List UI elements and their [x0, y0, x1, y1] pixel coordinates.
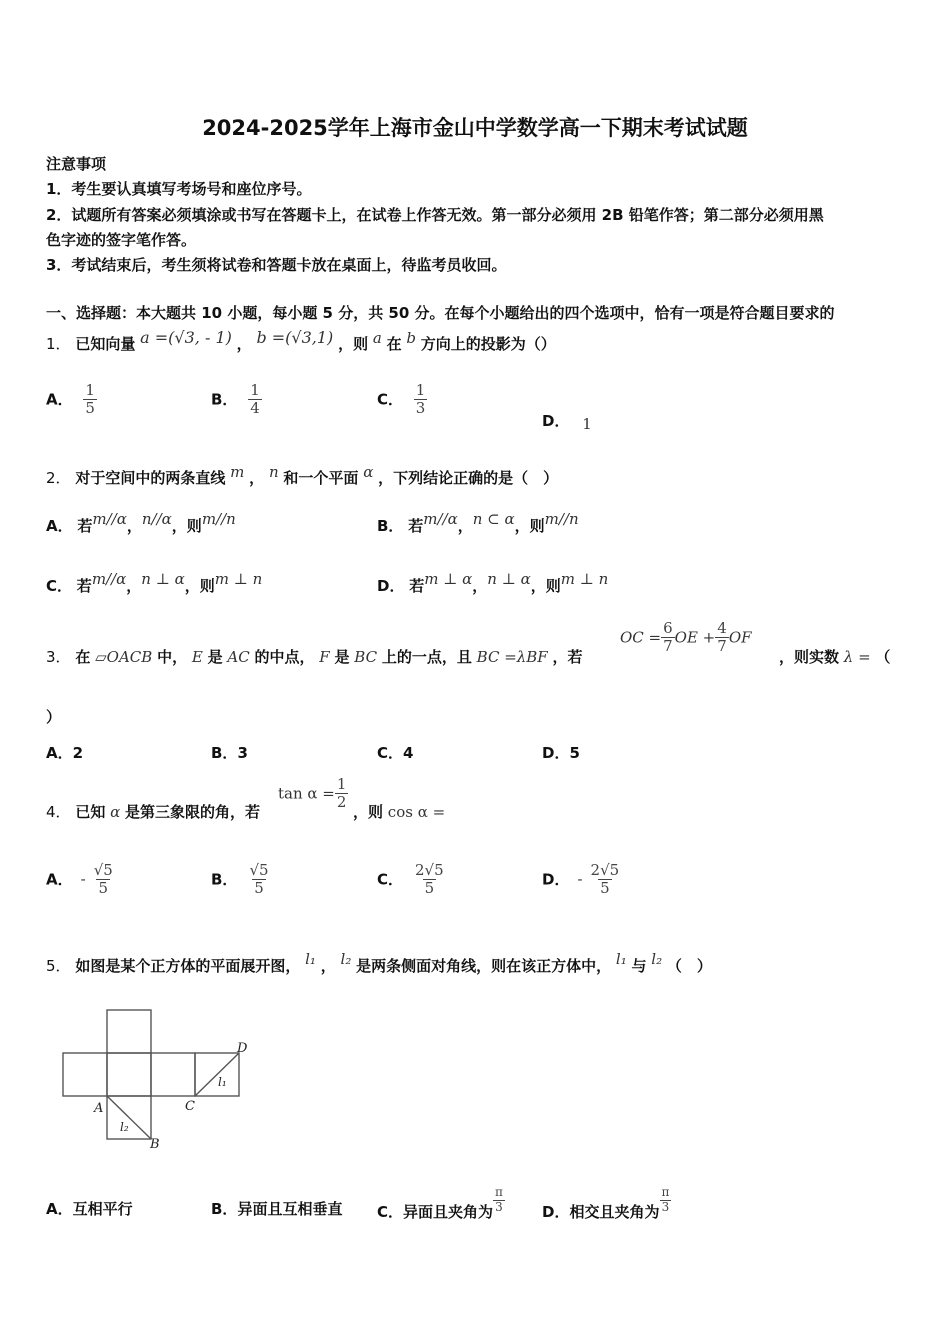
q-text: 中， — [157, 648, 188, 666]
vector-a: a =(√3, - 1) — [140, 328, 232, 347]
condition-1: m//α — [91, 570, 127, 588]
vector-equation — [620, 620, 752, 656]
frac-den: 3 — [415, 399, 426, 418]
math-of: OF — [728, 628, 752, 647]
option-text: 互相平行 — [72, 1200, 133, 1218]
math-a: a — [372, 329, 382, 347]
label-b: B — [150, 1137, 160, 1152]
option-label: B． — [377, 517, 404, 535]
frac-num: 6 — [663, 619, 673, 637]
question-3 — [46, 646, 583, 667]
option-d[interactable] — [542, 410, 592, 431]
math-cos: cos α = — [387, 803, 446, 821]
option-a[interactable] — [46, 742, 83, 763]
option-a[interactable] — [46, 1198, 133, 1219]
option-b[interactable] — [211, 742, 248, 763]
math-eq: BC =λBF — [476, 648, 548, 666]
question-4-tail — [353, 801, 445, 822]
math-m: m — [230, 463, 245, 481]
math-ac: AC — [227, 648, 250, 666]
q-text: （ — [875, 648, 891, 666]
option-c[interactable] — [377, 742, 413, 763]
frac-den: 5 — [98, 879, 109, 898]
frac-den: 5 — [254, 879, 264, 898]
frac-den: 3 — [495, 1199, 503, 1214]
conclusion: m ⊥ n — [214, 570, 263, 588]
option-d[interactable] — [542, 1185, 671, 1221]
option-d[interactable]: D． 若m ⊥ α，n ⊥ α，则m ⊥ n — [377, 570, 609, 595]
q-text: 是 — [334, 648, 350, 666]
vector-b: b =(√3,1) — [256, 328, 334, 347]
question-4 — [46, 801, 260, 822]
math-alpha: α — [110, 803, 121, 821]
q-text: 在 — [386, 335, 402, 353]
label-l2: l₂ — [120, 1120, 129, 1134]
condition-1: m//α — [423, 510, 458, 528]
option-text: 异面且互相垂直 — [237, 1200, 343, 1218]
option-label: D． — [377, 577, 405, 595]
option-b[interactable] — [211, 382, 262, 418]
q-text: ， — [249, 469, 265, 487]
q-text: 与 — [631, 957, 647, 975]
net-face-left — [63, 1053, 107, 1096]
option-text: 异面且夹角为 — [403, 1202, 494, 1221]
option-a[interactable] — [46, 862, 115, 898]
option-label: C． — [377, 870, 404, 889]
option-label: C． — [377, 390, 404, 409]
q-text: ，则 — [353, 803, 384, 821]
q-text: ， — [320, 957, 336, 975]
q-text: （ ） — [666, 957, 712, 975]
math-alpha: α — [363, 463, 374, 481]
notice-item: 2．试题所有答案必须填涂或书写在答题卡上，在试卷上作答无效。第一部分必须用 2B 铅笔作答；第二部分必须用黑 — [46, 206, 824, 224]
option-value: 1 — [582, 415, 592, 433]
page-title: 2024-2025学年上海市金山中学数学高一下期末考试试题 — [202, 116, 748, 140]
option-c[interactable] — [377, 1185, 505, 1221]
option-text: 若 — [409, 577, 425, 595]
math-bc: BC — [354, 648, 378, 666]
option-text: ，则 — [530, 577, 561, 595]
frac-num: √5 — [93, 861, 113, 879]
option-label: D． — [542, 744, 570, 762]
label-c: C — [185, 1099, 195, 1114]
condition-2: n//α — [141, 510, 172, 528]
option-label: D． — [542, 1202, 570, 1221]
math-oe: OE + — [674, 628, 716, 647]
q-text: ，则 — [338, 335, 369, 353]
frac-den: 5 — [85, 399, 95, 418]
option-label: C． — [377, 1202, 404, 1221]
option-label: D． — [542, 412, 570, 430]
condition-1: m//α — [92, 510, 127, 528]
label-a: A — [94, 1101, 104, 1116]
math-l2: l₂ — [651, 950, 663, 968]
frac-num: 4 — [717, 619, 727, 637]
q-text: 已知 — [75, 803, 106, 821]
q-text: ，下列结论正确的是（ ） — [378, 469, 559, 487]
q-text: 的中点， — [254, 648, 315, 666]
option-text: ，则 — [514, 517, 545, 535]
line-l1 — [195, 1053, 239, 1096]
frac-num: 2√5 — [590, 861, 620, 879]
math-tan: tan α = — [278, 784, 335, 803]
option-value: 5 — [569, 744, 580, 762]
frac-num: π — [661, 1185, 670, 1199]
option-text: ，则 — [184, 577, 215, 595]
math-n: n — [268, 463, 279, 481]
question-3-tail — [779, 646, 890, 667]
frac-num: 1 — [415, 381, 426, 399]
condition-2: n ⊂ α — [472, 510, 515, 528]
q-text: 方向上的投影为（） — [420, 335, 556, 353]
sign: - — [80, 870, 86, 889]
q-text: ，若 — [552, 648, 583, 666]
option-value: 4 — [403, 744, 414, 762]
line-l2 — [107, 1096, 151, 1139]
frac-num: 1 — [250, 381, 260, 399]
cube-net-figure — [40, 1000, 270, 1160]
frac-num: 1 — [85, 381, 95, 399]
q-text: ， — [236, 335, 252, 353]
frac-den: 5 — [600, 879, 610, 898]
math-parallelogram: ▱OACB — [95, 648, 153, 666]
q-text: 已知向量 — [75, 335, 136, 353]
q-text: 在 — [75, 648, 91, 666]
sign: - — [577, 870, 583, 889]
net-face-top — [107, 1010, 151, 1053]
question-5 — [46, 950, 712, 976]
frac-num: π — [495, 1185, 503, 1199]
option-text: 若 — [77, 517, 93, 535]
condition-1: m ⊥ α — [424, 570, 473, 588]
q-text: 是 — [207, 648, 223, 666]
label-l1: l₁ — [218, 1075, 227, 1089]
option-b[interactable]: B． 若m//α，n ⊂ α，则m//n — [377, 510, 579, 535]
q-number: 4． — [46, 803, 71, 821]
q-text: 是第三象限的角，若 — [125, 803, 261, 821]
option-label: A． — [46, 390, 73, 409]
option-a[interactable] — [46, 382, 97, 418]
math-oc: OC = — [620, 628, 662, 647]
option-d[interactable] — [542, 742, 580, 763]
q-text: ，则实数 — [779, 648, 840, 666]
option-label: A． — [46, 517, 73, 535]
option-label: D． — [542, 870, 570, 889]
notice-item: 1．考生要认真填写考场号和座位序号。 — [46, 180, 312, 198]
question-1 — [46, 328, 556, 354]
math-b: b — [406, 329, 417, 347]
net-face-right — [151, 1053, 195, 1096]
q-text: 如图是某个正方体的平面展开图， — [75, 957, 301, 975]
notice-item: 色字迹的签字笔作答。 — [46, 231, 197, 249]
q-text: ） — [46, 708, 62, 726]
frac-num: 2√5 — [415, 861, 444, 879]
label-d: D — [237, 1041, 248, 1056]
math-l1: l₁ — [305, 950, 316, 968]
conclusion: m ⊥ n — [560, 570, 609, 588]
condition-2: n ⊥ α — [141, 570, 185, 588]
conclusion: m//n — [544, 510, 579, 528]
option-c[interactable] — [377, 862, 446, 898]
option-label: A． — [46, 1200, 73, 1218]
math-e: E — [191, 648, 203, 666]
option-label: B． — [211, 870, 238, 889]
option-value: 3 — [237, 744, 248, 762]
question-2 — [46, 463, 559, 488]
math-f: F — [319, 648, 330, 666]
option-label: B． — [211, 1200, 238, 1218]
option-b[interactable] — [211, 862, 271, 898]
option-text: 若 — [408, 517, 424, 535]
option-a[interactable]: A． 若m//α，n//α，则m//n — [46, 510, 236, 535]
frac-num: √5 — [249, 861, 269, 879]
q-text: 上的一点，且 — [381, 648, 472, 666]
frac-den: 7 — [663, 637, 673, 656]
frac-den: 5 — [424, 879, 435, 898]
q-number: 1． — [46, 335, 71, 353]
option-d[interactable] — [542, 862, 621, 898]
option-label: C． — [377, 744, 404, 762]
q-text: 对于空间中的两条直线 — [75, 469, 226, 487]
option-label: B． — [211, 390, 238, 409]
math-lambda: λ = — [843, 648, 871, 666]
notice-heading: 注意事项 — [46, 155, 107, 173]
option-b[interactable] — [211, 1198, 342, 1219]
q-number: 5． — [46, 957, 71, 975]
frac-den: 3 — [661, 1199, 670, 1214]
option-label: C． — [46, 577, 73, 595]
conclusion: m//n — [201, 510, 236, 528]
option-text: 相交且夹角为 — [569, 1202, 660, 1221]
condition-2: n ⊥ α — [487, 570, 531, 588]
q-number: 2． — [46, 469, 71, 487]
notice-item: 3．考试结束后，考生须将试卷和答题卡放在桌面上，待监考员收回。 — [46, 256, 507, 274]
option-label: B． — [211, 744, 238, 762]
net-face-center — [107, 1053, 151, 1096]
section-heading: 一、选择题：本大题共 10 小题，每小题 5 分，共 50 分。在每个小题给出的四个选项中，恰有一项是符合题目要求的 — [46, 304, 835, 322]
q-text: 是两条侧面对角线，则在该正方体中， — [356, 957, 612, 975]
q-text: 和一个平面 — [283, 469, 359, 487]
frac-num: 1 — [336, 775, 347, 793]
option-text: ，则 — [171, 517, 202, 535]
frac-den: 4 — [250, 399, 260, 418]
option-c[interactable] — [377, 382, 427, 418]
option-c[interactable]: C． 若m//α，n ⊥ α，则m ⊥ n — [46, 570, 263, 595]
math-l2: l₂ — [340, 950, 352, 968]
option-value: 2 — [72, 744, 84, 762]
option-text: 若 — [76, 577, 92, 595]
option-label: A． — [46, 870, 73, 889]
q-number: 3． — [46, 648, 71, 666]
frac-den: 2 — [336, 793, 347, 812]
math-l1: l₁ — [615, 950, 627, 968]
option-label: A． — [46, 744, 73, 762]
frac-den: 7 — [717, 637, 727, 656]
tan-equation — [278, 776, 348, 812]
